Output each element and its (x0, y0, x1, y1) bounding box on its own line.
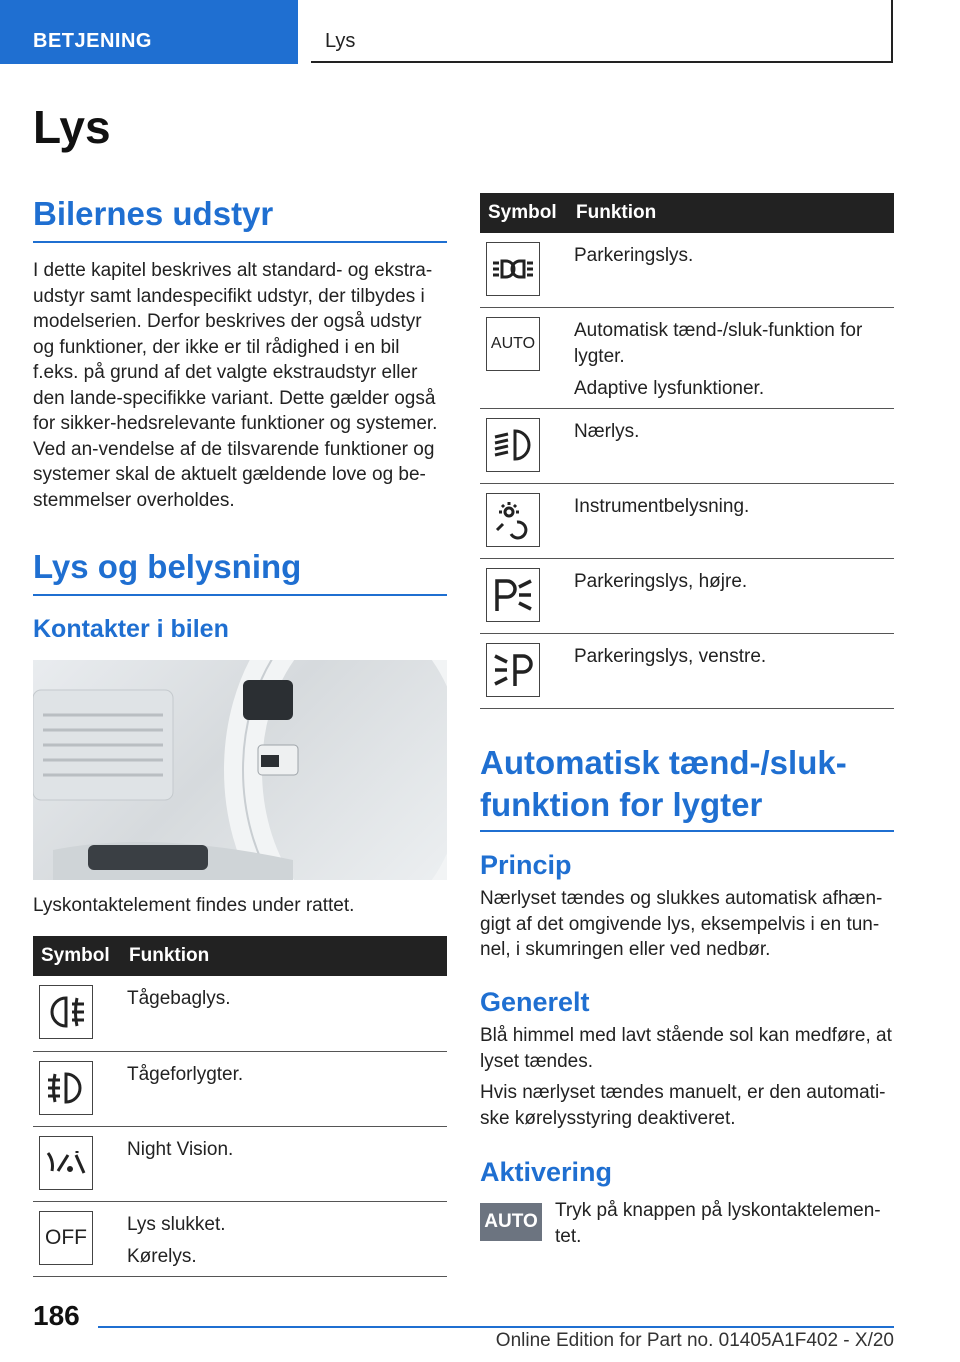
col-header-symbol: Symbol (33, 936, 121, 976)
function-text: Parkeringslys, venstre. (574, 645, 767, 667)
auto-label-icon: AUTO (486, 317, 540, 371)
header-chapter-tab (311, 0, 893, 63)
fog-front-light-icon (39, 1061, 93, 1115)
aktivering-paragraph: Tryk på knappen på lyskontaktelemen-tet. (555, 1200, 881, 1247)
table-row (480, 483, 894, 558)
parking-light-right-icon (486, 568, 540, 622)
heading-kontakter: Kontakter i bilen (33, 615, 229, 643)
heading-princip: Princip (480, 850, 572, 880)
function-text: Tågebaglys. (127, 988, 231, 1009)
table-row (33, 1126, 447, 1201)
function-text: Night Vision. (127, 1138, 234, 1160)
page-number: 186 (33, 1300, 80, 1331)
auto-button-icon: AUTO (480, 1203, 542, 1241)
header-section-tab (0, 0, 298, 64)
header-chapter-label: Lys (325, 30, 356, 52)
parking-light-icon (486, 242, 540, 296)
table-row (33, 1201, 447, 1276)
footer-edition: Online Edition for Part no. 01405A1F402 - X/20 (495, 1330, 894, 1351)
heading-aktivering: Aktivering (480, 1157, 613, 1187)
footer-rule (98, 1326, 894, 1328)
table-row (480, 633, 894, 708)
off-label-icon: OFF (39, 1211, 93, 1265)
instrument-lighting-icon (486, 493, 540, 547)
generelt-paragraph-2: Hvis nærlyset tændes manuelt, er den automati-ske kørelysstyring deaktiveret. (480, 1082, 886, 1129)
symbol-table-left (33, 936, 447, 1277)
princip-paragraph: Nærlyset tændes og slukkes automatisk afhæn-gigt af det omgivende lys, eksempelvis i en tun-nel, i skumringen eller ved nedbør. (480, 888, 883, 960)
heading-lys-og-belysning: Lys og belysning (33, 548, 447, 596)
heading-generelt: Generelt (480, 987, 590, 1017)
heading-automatisk: Automatisk tænd-/sluk-funktion for lygter (480, 742, 894, 832)
function-text: Adaptive lysfunktioner. (574, 377, 765, 399)
night-vision-icon (39, 1136, 93, 1190)
parking-light-left-icon (486, 643, 540, 697)
function-text: Lys slukket. (127, 1213, 226, 1235)
generelt-paragraph-1: Blå himmel med lavt stående sol kan medføre, at lyset tændes. (480, 1025, 892, 1072)
col-header-symbol: Symbol (480, 193, 568, 233)
table-row (480, 307, 894, 408)
function-text: Automatisk tænd-/sluk-funktion for lygter. (574, 319, 863, 367)
table-row (480, 558, 894, 633)
symbol-table-right (480, 193, 894, 709)
table-row (480, 233, 894, 307)
page-title: Lys (33, 101, 111, 153)
col-header-funktion: Funktion (121, 936, 447, 976)
heading-bilernes-udstyr: Bilernes udstyr (33, 195, 447, 243)
dashboard-photo (33, 660, 447, 880)
photo-caption: Lyskontaktelement findes under rattet. (33, 895, 355, 916)
header-section-label: BETJENING (33, 30, 152, 52)
function-text: Tågeforlygter. (127, 1063, 244, 1085)
function-text: Parkeringslys, højre. (574, 570, 748, 592)
fog-rear-light-icon (39, 985, 93, 1039)
table-row (480, 408, 894, 483)
intro-paragraph: I dette kapitel beskrives alt standard- og ekstra-udstyr samt landespecifikt udstyr, der tilbydes i modelserien. Derfor beskrives der også udstyr og funktioner, der ikke er til rådighed i en bil f.eks. på grund af det valgte ekstraudstyr eller den lande-specifikke variant. Dette gælder også for sikker-hedsrelevante funktioner og systemer. Ved an-vendelse af de tilsvarende funktioner og systemer skal de aktuelt gældende love og be-stemmelser overholdes. (33, 260, 438, 511)
low-beam-icon (486, 418, 540, 472)
function-text: Instrumentbelysning. (574, 495, 750, 517)
col-header-funktion: Funktion (568, 193, 894, 233)
function-text: Nærlys. (574, 420, 640, 442)
function-text: Kørelys. (127, 1245, 197, 1267)
table-row (33, 1051, 447, 1126)
table-row (33, 976, 447, 1051)
function-text: Parkeringslys. (574, 245, 694, 266)
